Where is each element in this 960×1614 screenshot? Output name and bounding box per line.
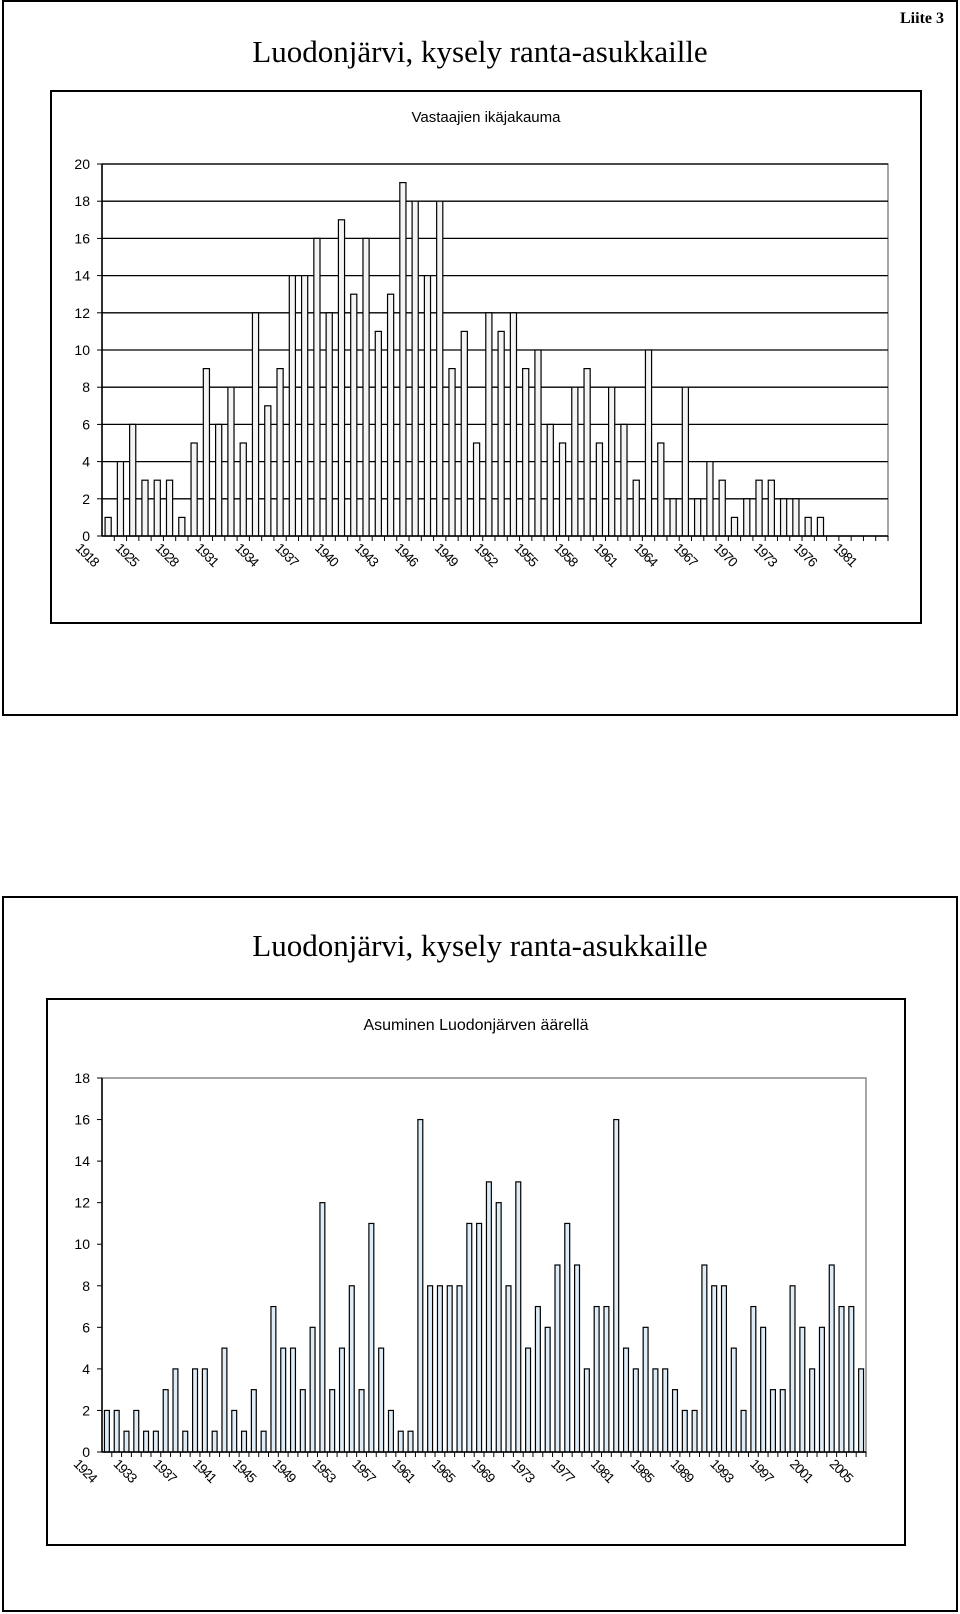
bar [437, 1286, 442, 1452]
bar [722, 1286, 727, 1452]
bar [330, 1390, 335, 1452]
x-tick-label: 1970 [710, 540, 741, 570]
bar [819, 1327, 824, 1452]
bar [805, 517, 811, 536]
y-tick-label: 2 [82, 1402, 90, 1419]
bar [302, 276, 308, 536]
x-tick-label: 1961 [591, 540, 621, 570]
bar [771, 1390, 776, 1452]
x-tick-label: 1946 [391, 540, 421, 570]
bar [682, 1410, 687, 1452]
bar [545, 1327, 550, 1452]
bar [212, 1431, 217, 1452]
bar [179, 517, 185, 536]
bar [670, 499, 676, 536]
bar [535, 1307, 540, 1452]
bar [547, 424, 553, 536]
bar [144, 1431, 149, 1452]
age-chart-frame [50, 90, 922, 624]
x-tick-label: 1997 [747, 1456, 777, 1486]
x-tick-label: 1937 [272, 540, 302, 570]
y-tick-label: 18 [74, 1070, 90, 1086]
bar [477, 1223, 482, 1452]
bar [271, 1307, 276, 1452]
bar [555, 1265, 560, 1452]
y-tick-label: 12 [74, 304, 90, 321]
chart-title: Vastaajien ikäjakauma [411, 109, 561, 126]
x-tick-label: 1973 [750, 540, 780, 570]
x-tick-label: 1955 [511, 540, 541, 570]
bar [859, 1369, 864, 1452]
y-tick-label: 18 [74, 193, 90, 210]
bar [300, 1390, 305, 1452]
bar [741, 1410, 746, 1452]
bar [643, 1327, 648, 1452]
y-tick-label: 16 [74, 1111, 90, 1128]
bar [756, 480, 762, 536]
bar [338, 220, 344, 536]
bar [398, 1431, 403, 1452]
x-tick-label: 1940 [312, 540, 342, 570]
bar [692, 1410, 697, 1452]
y-tick-label: 6 [82, 416, 90, 433]
bar [486, 313, 492, 536]
bar [104, 1410, 109, 1452]
y-tick-label: 12 [74, 1194, 90, 1211]
x-tick-label: 1958 [551, 540, 581, 570]
y-tick-label: 4 [82, 1360, 90, 1377]
bar [584, 1369, 589, 1452]
bar [202, 1369, 207, 1452]
x-tick-label: 1952 [471, 540, 501, 570]
x-tick-label: 1941 [190, 1456, 220, 1486]
bar [105, 517, 111, 536]
bar [228, 387, 234, 536]
x-tick-label: 1964 [631, 540, 661, 570]
x-tick-label: 1943 [351, 540, 381, 570]
y-tick-label: 16 [74, 230, 90, 247]
age-distribution-chart [52, 92, 920, 622]
bar [800, 1327, 805, 1452]
bar [183, 1431, 188, 1452]
x-tick-label: 1937 [150, 1456, 180, 1486]
bar [768, 480, 774, 536]
bar [363, 238, 369, 536]
bar [340, 1348, 345, 1452]
x-tick-label: 1981 [587, 1456, 617, 1486]
x-tick-label: 1967 [671, 540, 701, 570]
x-tick-label: 1981 [830, 540, 860, 570]
bar [653, 1369, 658, 1452]
y-tick-label: 14 [74, 1153, 90, 1170]
x-tick-label: 1953 [309, 1456, 339, 1486]
bar [447, 1286, 452, 1452]
y-tick-label: 14 [74, 267, 90, 284]
bar [633, 480, 639, 536]
bar [673, 1390, 678, 1452]
bar [289, 276, 295, 536]
bar [359, 1390, 364, 1452]
bar [222, 1348, 227, 1452]
x-tick-label: 1985 [627, 1456, 657, 1486]
bar [572, 387, 578, 536]
bar [516, 1182, 521, 1452]
y-tick-label: 0 [82, 528, 90, 544]
bar [645, 350, 651, 536]
bar [780, 1390, 785, 1452]
bar [191, 443, 197, 536]
bar [400, 183, 406, 536]
bar [609, 387, 615, 536]
bar [389, 1410, 394, 1452]
slide-title: Luodonjärvi, kysely ranta-asukkaille [252, 34, 708, 69]
x-tick-label: 1918 [72, 540, 102, 570]
bar [849, 1307, 854, 1452]
x-tick-label: 1961 [388, 1456, 419, 1486]
bar [310, 1327, 315, 1452]
x-tick-label: 1993 [707, 1456, 737, 1486]
bar [166, 480, 172, 536]
bar [375, 331, 381, 536]
x-tick-label: 1976 [790, 540, 820, 570]
bar [506, 1286, 511, 1452]
bar [369, 1223, 374, 1452]
x-tick-label: 1989 [667, 1456, 697, 1486]
bar [695, 499, 701, 536]
x-tick-label: 1973 [508, 1456, 538, 1486]
x-tick-label: 1925 [112, 540, 142, 570]
bar [596, 443, 602, 536]
slide-residence-duration [2, 896, 958, 1612]
x-tick-label: 2001 [786, 1456, 816, 1486]
residence-chart [48, 1000, 904, 1544]
bar [449, 369, 455, 536]
bar [624, 1348, 629, 1452]
x-tick-label: 1931 [192, 540, 222, 570]
bar [408, 1431, 413, 1452]
bar [817, 517, 823, 536]
bar [535, 350, 541, 536]
bar [744, 499, 750, 536]
bar [523, 369, 529, 536]
x-tick-label: 2005 [826, 1456, 856, 1486]
bar [496, 1203, 501, 1452]
slide-title: Luodonjärvi, kysely ranta-asukkaille [252, 928, 708, 963]
x-tick-label: 1949 [269, 1456, 299, 1486]
bar [594, 1307, 599, 1452]
bar [203, 369, 209, 536]
bar [173, 1369, 178, 1452]
chart-title: Asuminen Luodonjärven äärellä [363, 1017, 589, 1034]
appendix-label: Liite 3 [900, 10, 944, 27]
bar [731, 517, 737, 536]
y-tick-label: 2 [82, 490, 90, 507]
bar [418, 1120, 423, 1452]
bar [379, 1348, 384, 1452]
bar [232, 1410, 237, 1452]
y-tick-label: 8 [82, 379, 90, 396]
bar [349, 1286, 354, 1452]
bar [153, 1431, 158, 1452]
bar [114, 1410, 119, 1452]
bar [240, 443, 246, 536]
bar [731, 1348, 736, 1452]
bar [461, 331, 467, 536]
bar [467, 1223, 472, 1452]
bar [281, 1348, 286, 1452]
bar [216, 424, 222, 536]
y-tick-label: 20 [74, 156, 90, 172]
x-tick-label: 1977 [548, 1456, 578, 1486]
bar [658, 443, 664, 536]
bar [320, 1203, 325, 1452]
bar [810, 1369, 815, 1452]
x-tick-label: 1928 [152, 540, 182, 570]
x-tick-label: 1933 [110, 1456, 140, 1486]
x-tick-label: 1969 [468, 1456, 498, 1486]
bar [702, 1265, 707, 1452]
y-tick-label: 8 [82, 1277, 90, 1294]
x-tick-label: 1945 [229, 1456, 259, 1486]
bar [526, 1348, 531, 1452]
bar [621, 424, 627, 536]
bar [428, 1286, 433, 1452]
bar [130, 424, 136, 536]
bar [437, 201, 443, 536]
bar [682, 387, 688, 536]
bar [633, 1369, 638, 1452]
bar [412, 201, 418, 536]
bar [712, 1286, 717, 1452]
x-tick-label: 1949 [431, 540, 461, 570]
bar [486, 1182, 491, 1452]
bar [163, 1390, 168, 1452]
bar [388, 294, 394, 536]
bar [707, 462, 713, 536]
bar [781, 499, 787, 536]
x-tick-label: 1924 [70, 1456, 100, 1486]
bar [291, 1348, 296, 1452]
y-tick-label: 4 [82, 453, 90, 470]
x-tick-label: 1957 [349, 1456, 379, 1486]
bar [457, 1286, 462, 1452]
y-tick-label: 0 [82, 1444, 90, 1460]
slide-age-distribution [2, 0, 958, 716]
bar [117, 462, 123, 536]
bar [565, 1223, 570, 1452]
bar [142, 480, 148, 536]
bar [761, 1327, 766, 1452]
bar [124, 1431, 129, 1452]
bar [498, 331, 504, 536]
y-tick-label: 6 [82, 1319, 90, 1336]
y-tick-label: 10 [74, 1236, 90, 1253]
bar [575, 1265, 580, 1452]
bar [277, 369, 283, 536]
bar [614, 1120, 619, 1452]
bar [790, 1286, 795, 1452]
residence-chart-frame [46, 998, 906, 1546]
bar [751, 1307, 756, 1452]
bar [839, 1307, 844, 1452]
bar [134, 1410, 139, 1452]
bar [251, 1390, 256, 1452]
bar [261, 1431, 266, 1452]
bar [193, 1369, 198, 1452]
bar [351, 294, 357, 536]
bar [242, 1431, 247, 1452]
bar [604, 1307, 609, 1452]
bar [663, 1369, 668, 1452]
bar [829, 1265, 834, 1452]
x-tick-label: 1934 [232, 540, 262, 570]
bar [154, 480, 160, 536]
x-tick-label: 1965 [428, 1456, 458, 1486]
bar [326, 313, 332, 536]
bar [265, 406, 271, 536]
bar [719, 480, 725, 536]
bar [584, 369, 590, 536]
bar [793, 499, 799, 536]
bar [559, 443, 565, 536]
bar [252, 313, 258, 536]
bar [510, 313, 516, 536]
bar [314, 238, 320, 536]
bar [474, 443, 480, 536]
y-tick-label: 10 [74, 342, 90, 358]
bar [424, 276, 430, 536]
